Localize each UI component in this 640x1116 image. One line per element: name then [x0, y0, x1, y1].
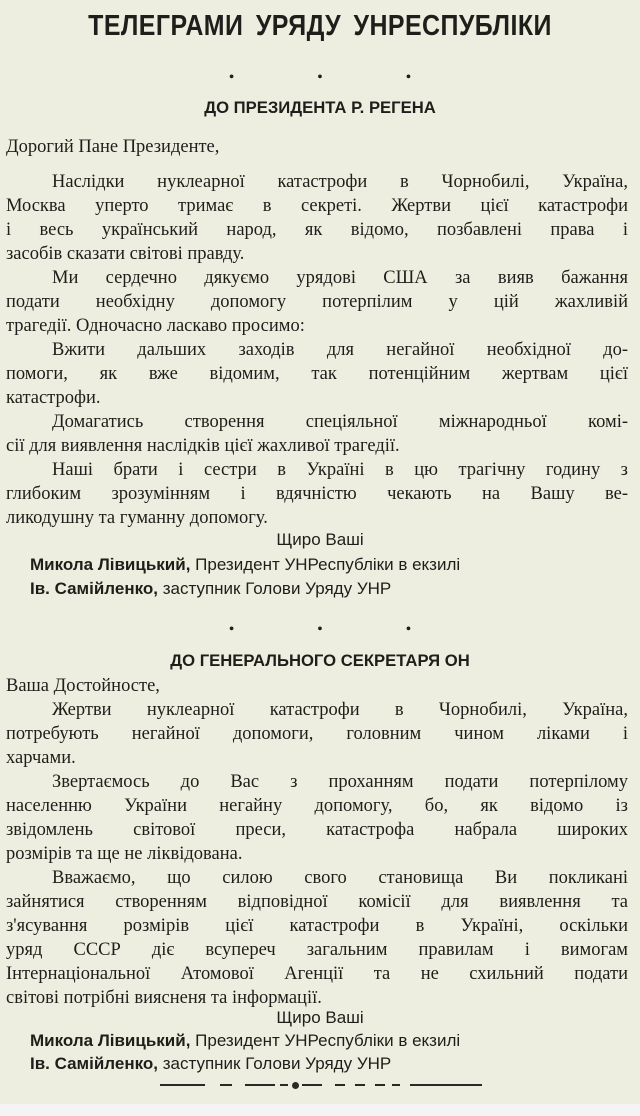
telegram1-line: Наслідки нуклеарної катастрофи в Чорнобилі, Україна,	[52, 172, 628, 192]
telegram1-line: подати необхідну допомогу потерпілим у цій жахливій	[6, 292, 628, 312]
telegram1-signature	[30, 578, 391, 600]
telegram1-line: ликодушну та гуманну допомогу.	[6, 508, 268, 528]
telegram2-line: уряд СССР діє всупереч загальним правилам і вимогам	[6, 940, 628, 960]
telegram1-closing: Щиро Ваші	[276, 530, 364, 549]
telegram1-line: сії для виявлення наслідків цієї жахливої трагедії.	[6, 436, 400, 456]
telegram2-line: з'ясування розмірів цієї катастрофи в Україні, оскільки	[6, 916, 628, 936]
telegram2-line: харчами.	[6, 748, 76, 768]
telegram2-line: Жертви нуклеарної катастрофи в Чорнобилі, Україна,	[52, 700, 628, 720]
telegram2-line: зайнятися створенням відповідної комісії для виявлення та	[6, 892, 628, 912]
telegram1-line: і весь український народ, як відомо, позбавлені права і	[6, 220, 628, 240]
signatory-title: Президент УНРеспубліки в екзилі	[195, 555, 461, 574]
telegram2-line: Вважаємо, що силою свого становища Ви покликані	[52, 868, 628, 888]
signatory-title: Президент УНРеспубліки в екзилі	[195, 1031, 461, 1050]
telegram2-line: Інтернаціональної Атомової Агенції та не схильний подати	[6, 964, 628, 984]
telegram2-line: розмірів та ще не ліквідована.	[6, 844, 243, 864]
telegram1-line: катастрофи.	[6, 388, 101, 408]
page-title: ТЕЛЕГРАМИ УРЯДУ УНРЕСПУБЛІКИ	[88, 10, 552, 42]
signatory-title: заступник Голови Уряду УНР	[162, 579, 392, 598]
telegram2-signature	[30, 1053, 391, 1075]
signatory-title: заступник Голови Уряду УНР	[162, 1054, 392, 1073]
signatory-name: Микола Лівицький,	[30, 1031, 191, 1050]
telegram1-line: глибоким зрозумінням і вдячністю чекають на Вашу ве-	[6, 484, 628, 504]
telegram1-line: помоги, як вже відомим, так потенційним жертвам цієї	[6, 364, 628, 384]
telegram2-closing: Щиро Ваші	[276, 1008, 364, 1027]
end-rule-divider	[160, 1084, 482, 1087]
ornament-dot-icon	[292, 1082, 299, 1089]
telegram2-line: Звертаємось до Вас з проханням подати потерпілому	[52, 772, 628, 792]
signatory-name: Ів. Самійленко,	[30, 1054, 158, 1073]
telegram2-heading: ДО ГЕНЕРАЛЬНОГО СЕКРЕТАРЯ ОН	[170, 651, 470, 670]
telegram1-line: засобів сказати світові правду.	[6, 244, 245, 264]
signatory-name: Микола Лівицький,	[30, 555, 191, 574]
telegram2-signature	[30, 1030, 460, 1052]
telegram1-line: трагедії. Одночасно ласкаво просимо:	[6, 316, 305, 336]
telegram1-signature	[30, 554, 460, 576]
separator-stars: • • •	[229, 622, 451, 637]
telegram2-line: звідомлень світової преси, катастрофа набрала широких	[6, 820, 628, 840]
separator-stars: • • •	[229, 70, 451, 85]
telegram2-salutation: Ваша Достойносте,	[6, 676, 160, 696]
telegram1-heading: ДО ПРЕЗИДЕНТА Р. РЕГЕНА	[204, 98, 436, 117]
telegram2-line: світові потрібні виясненя та інформації.	[6, 988, 322, 1008]
telegram1-line: Домагатись створення спеціяльної міжнародньої комі-	[52, 412, 628, 432]
telegram1-line: Москва уперто тримає в секреті. Жертви цієї катастрофи	[6, 196, 628, 216]
telegram2-line: населенню України негайну допомогу, бо, як відомо із	[6, 796, 628, 816]
telegram1-line: Ми сердечно дякуємо урядові США за вияв бажання	[52, 268, 628, 288]
telegram2-line: потребують негайної допомоги, головним чином ліками і	[6, 724, 628, 744]
signatory-name: Ів. Самійленко,	[30, 579, 158, 598]
bottom-margin	[0, 1104, 640, 1116]
telegram1-line: Наші брати і сестри в Україні в цю трагічну годину з	[52, 460, 628, 480]
telegram1-salutation: Дорогий Пане Президенте,	[6, 137, 220, 157]
telegram1-line: Вжити дальших заходів для негайної необхідної до-	[52, 340, 628, 360]
